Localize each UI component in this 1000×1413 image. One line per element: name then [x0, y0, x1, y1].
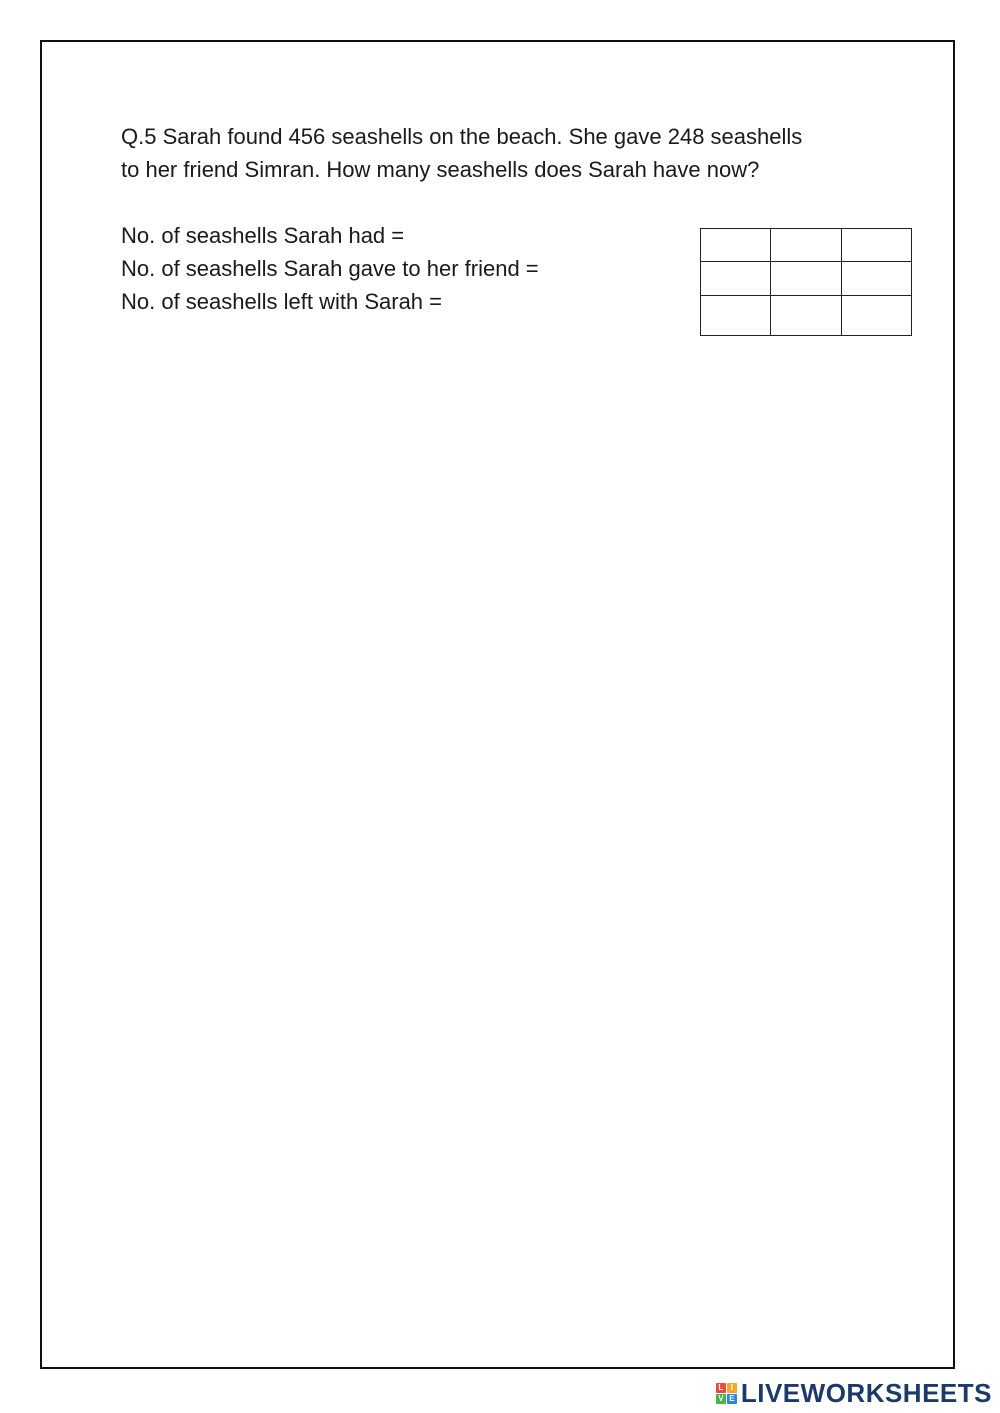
grid-row — [701, 262, 912, 296]
question-text — [121, 120, 881, 186]
grid-row — [701, 229, 912, 262]
grid-cell-input[interactable] — [842, 229, 911, 261]
grid-cell-input[interactable] — [842, 296, 911, 335]
subtraction-grid — [700, 228, 912, 336]
grid-cell — [771, 262, 841, 296]
grid-cell — [771, 296, 841, 336]
answer-line-had: No. of seashells Sarah had = — [121, 223, 405, 248]
grid-cell-input[interactable] — [701, 229, 770, 261]
liveworksheets-brand — [716, 1378, 992, 1408]
answer-line-gave: No. of seashells Sarah gave to her friend = — [121, 256, 539, 281]
grid-row — [701, 296, 912, 336]
brand-wordmark: LIVEWORKSHEETS — [740, 1378, 992, 1408]
answer-statements — [121, 219, 661, 318]
grid-cell-input[interactable] — [701, 262, 770, 295]
logo-tile: E — [727, 1394, 737, 1404]
grid-cell — [841, 296, 911, 336]
liveworksheets-logo-icon — [716, 1383, 737, 1404]
grid-cell-input[interactable] — [771, 296, 840, 335]
grid-cell — [841, 262, 911, 296]
logo-tile: V — [716, 1394, 726, 1404]
grid-cell — [841, 229, 911, 262]
question-line-1: Q.5 Sarah found 456 seashells on the beach. She gave 248 seashells — [121, 124, 803, 149]
question-line-2: to her friend Simran. How many seashells does Sarah have now? — [121, 157, 760, 182]
grid-cell — [701, 262, 771, 296]
grid-cell — [701, 296, 771, 336]
grid-cell-input[interactable] — [842, 262, 911, 295]
grid-cell-input[interactable] — [701, 296, 770, 335]
grid-cell — [701, 229, 771, 262]
grid-cell-input[interactable] — [771, 262, 840, 295]
grid-cell — [771, 229, 841, 262]
logo-tile: L — [716, 1383, 726, 1393]
grid-cell-input[interactable] — [771, 229, 840, 261]
answer-line-left: No. of seashells left with Sarah = — [121, 289, 442, 314]
logo-tile: I — [727, 1383, 737, 1393]
